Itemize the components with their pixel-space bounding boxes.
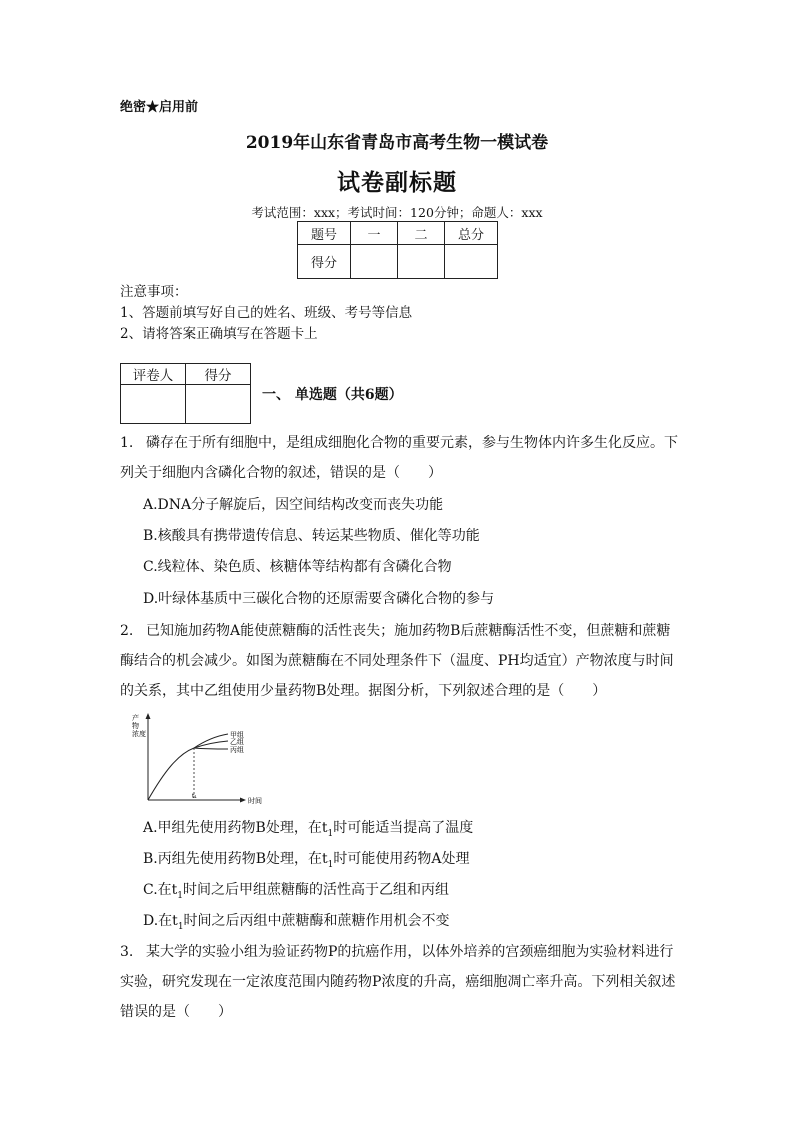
option-text: C.在t [143, 882, 178, 898]
question-number: 2. [120, 623, 134, 639]
option-text: 时间之后丙组中蔗糖酶和蔗糖作用机会不变 [183, 913, 450, 929]
section-title: 一、 单选题（共6题） [262, 387, 403, 403]
chart-legend-jia: 甲组 [230, 731, 244, 739]
question-number: 1. [120, 435, 134, 451]
q2-option-c [143, 879, 449, 901]
question-3 [120, 937, 680, 1027]
option-text: 时可能适当提高了温度 [333, 820, 474, 836]
grader-table [120, 363, 251, 424]
score-row-label: 得分 [298, 245, 351, 279]
secret-label: 绝密★启用前 [120, 100, 199, 115]
grader-cell [186, 385, 251, 424]
option-text: B.丙组先使用药物B处理，在t [143, 851, 328, 867]
chart-series-common [148, 748, 194, 800]
grader-header-score: 得分 [186, 364, 251, 385]
grader-header-reviewer: 评卷人 [121, 364, 186, 385]
chart-x-arrow [240, 798, 246, 803]
question-number: 3. [120, 944, 134, 960]
option-subscript: 1 [327, 828, 334, 839]
score-cell [351, 245, 398, 279]
chart-ylabel-2: 物 [132, 722, 139, 730]
exam-title: 2019年山东省青岛市高考生物一模试卷 [245, 133, 549, 153]
option-text: 时可能使用药物A处理 [333, 851, 470, 867]
chart-legend-yi: 乙组 [230, 738, 244, 746]
score-cell [398, 245, 445, 279]
notes-item: 1、答题前填写好自己的姓名、班级、考号等信息 [120, 305, 413, 321]
question-2 [120, 616, 680, 706]
score-header-part2: 二 [398, 222, 445, 245]
q2-option-b [143, 848, 470, 870]
score-header-qnum: 题号 [298, 222, 351, 245]
q1-option-b: B.核酸具有携带遗传信息、转运某些物质、催化等功能 [143, 528, 480, 544]
chart-ylabel-3: 浓度 [132, 730, 146, 738]
notes [120, 282, 412, 345]
option-text: A.甲组先使用药物B处理，在t [143, 820, 328, 836]
option-subscript: 1 [177, 890, 184, 901]
option-text: 时间之后甲组蔗糖酶的活性高于乙组和丙组 [183, 882, 450, 898]
option-subscript: 1 [327, 859, 334, 870]
question-stem: 某大学的实验小组为验证药物P的抗癌作用，以体外培养的宫颈癌细胞为实验材料进行实验，研究发现在一定浓度范围内随药物P浓度的升高，癌细胞凋亡率升高。下列相关叙述错误的是（ ） [120, 944, 676, 1020]
grader-cell [121, 385, 186, 424]
q2-option-d [143, 910, 450, 932]
q1-option-d: D.叶绿体基质中三碳化合物的还原需要含磷化合物的参与 [143, 591, 495, 607]
question-1 [120, 428, 680, 488]
score-header-total: 总分 [445, 222, 498, 245]
score-table [297, 221, 498, 279]
chart-legend-bing: 丙组 [230, 746, 244, 754]
chart-series-bing [194, 748, 228, 749]
score-header-part1: 一 [351, 222, 398, 245]
product-time-chart [130, 712, 280, 804]
question-stem: 已知施加药物A能使蔗糖酶的活性丧失；施加药物B后蔗糖酶活性不变，但蔗糖和蔗糖酶结合的机会减少。如图为蔗糖酶在不同处理条件下（温度、PH均适宜）产物浓度与时间的关系，其中乙组使用少量药物B处理。据图分析，下列叙述合理的是（ ） [120, 623, 674, 699]
option-subscript: 1 [177, 921, 184, 932]
exam-info: 考试范围：xxx；考试时间：120分钟；命题人：xxx [251, 205, 543, 220]
q1-option-c: C.线粒体、染色质、核糖体等结构都有含磷化合物 [143, 559, 452, 575]
chart-x-tick-t1: t₁ [192, 793, 197, 800]
option-text: D.在t [143, 913, 178, 929]
chart-ylabel-1: 产 [132, 714, 139, 722]
notes-item: 2、请将答案正确填写在答题卡上 [120, 326, 318, 342]
score-cell [445, 245, 498, 279]
q1-option-a: A.DNA分子解旋后，因空间结构改变而丧失功能 [143, 497, 444, 513]
notes-heading: 注意事项： [120, 284, 188, 300]
chart-xlabel: 时间 [248, 797, 262, 804]
chart-y-arrow [146, 713, 151, 719]
q2-option-a [143, 817, 473, 839]
question-stem: 磷存在于所有细胞中，是组成细胞化合物的重要元素，参与生物体内许多生化反应。下列关于细胞内含磷化合物的叙述，错误的是（ ） [120, 435, 678, 481]
exam-subtitle: 试卷副标题 [337, 169, 457, 196]
